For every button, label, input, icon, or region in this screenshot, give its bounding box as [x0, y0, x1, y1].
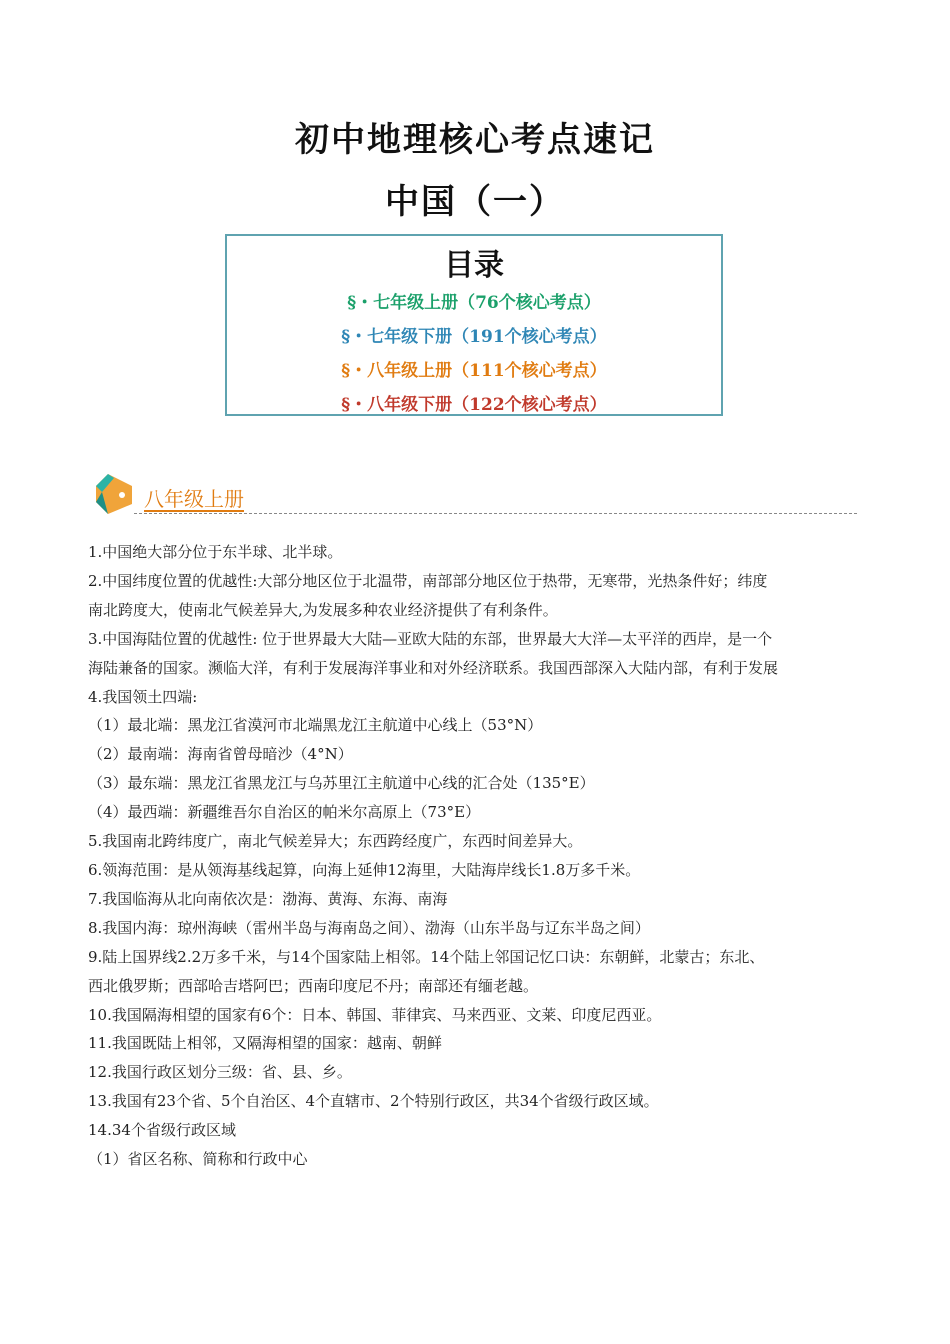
section-divider	[134, 513, 857, 514]
table-of-contents	[225, 234, 723, 416]
text-line: 9.陆上国界线2.2万多千米，与14个国家陆上相邻。14个陆上邻国记忆口诀：东朝鲜，北蒙古；东北、	[88, 947, 765, 966]
text-line: （1）最北端：黑龙江省漠河市北端黑龙江主航道中心线上（53°N）	[88, 716, 543, 735]
section-header	[92, 470, 857, 520]
text-line: 3.中国海陆位置的优越性: 位于世界最大大陆—亚欧大陆的东部，世界最大大洋—太平洋的西岸，是一个	[88, 629, 773, 648]
text-line: 1.中国绝大部分位于东半球、北半球。	[88, 543, 343, 561]
text-line: 2.中国纬度位置的优越性:大部分地区位于北温带，南部部分地区位于热带，无寒带，光热条件好；纬度	[88, 571, 768, 590]
text-line: 13.我国有23个省、5个自治区、4个直辖市、2个特别行政区，共34个省级行政区域。	[88, 1092, 659, 1111]
page-title: 初中地理核心考点速记	[295, 120, 655, 160]
text-line: 10.我国隔海相望的国家有6个：日本、韩国、菲律宾、马来西亚、文莱、印度尼西亚。	[88, 1005, 662, 1024]
text-line: 西北俄罗斯；西部哈吉塔阿巴；西南印度尼不丹；南部还有缅老越。	[88, 976, 539, 995]
text-line: 12.我国行政区划分三级：省、县、乡。	[88, 1063, 352, 1082]
toc-item[interactable]: §・八年级上册（111个核心考点）	[341, 361, 607, 381]
toc-item[interactable]: §・七年级上册（76个核心考点）	[347, 293, 601, 313]
toc-heading: 目录	[444, 248, 504, 283]
tag-icon	[92, 472, 136, 516]
text-line: 4.我国领土四端:	[88, 687, 198, 706]
text-line: 6.领海范围：是从领海基线起算，向海上延伸12海里，大陆海岸线长1.8万多千米。	[88, 860, 641, 879]
toc-item[interactable]: §・八年级下册（122个核心考点）	[341, 395, 607, 415]
text-line: （1）省区名称、简称和行政中心	[88, 1150, 308, 1169]
text-line: 8.我国内海：琼州海峡（雷州半岛与海南岛之间）、渤海（山东半岛与辽东半岛之间）	[88, 918, 650, 937]
text-line: （2）最南端：海南省曾母暗沙（4°N）	[88, 745, 353, 764]
toc-list	[227, 286, 721, 422]
section-title: 八年级上册	[144, 487, 244, 511]
text-line: 南北跨度大，使南北气候差异大,为发展多种农业经济提供了有利条件。	[88, 600, 558, 619]
text-line: 海陆兼备的国家。濒临大洋，有利于发展海洋事业和对外经济联系。我国西部深入大陆内部，有利于发展	[88, 658, 779, 677]
text-line: （4）最西端：新疆维吾尔自治区的帕米尔高原上（73°E）	[88, 803, 481, 822]
content-body	[88, 538, 858, 1174]
page-subtitle: 中国（一）	[385, 182, 565, 222]
text-line: 14.34个省级行政区域	[88, 1121, 236, 1140]
text-line: 7.我国临海从北向南依次是：渤海、黄海、东海、南海	[88, 889, 448, 908]
text-line: （3）最东端：黑龙江省黑龙江与乌苏里江主航道中心线的汇合处（135°E）	[88, 774, 595, 793]
text-line: 11.我国既陆上相邻，又隔海相望的国家：越南、朝鲜	[88, 1034, 442, 1053]
text-line: 5.我国南北跨纬度广，南北气候差异大；东西跨经度广，东西时间差异大。	[88, 832, 583, 851]
toc-item[interactable]: §・七年级下册（191个核心考点）	[341, 327, 607, 347]
